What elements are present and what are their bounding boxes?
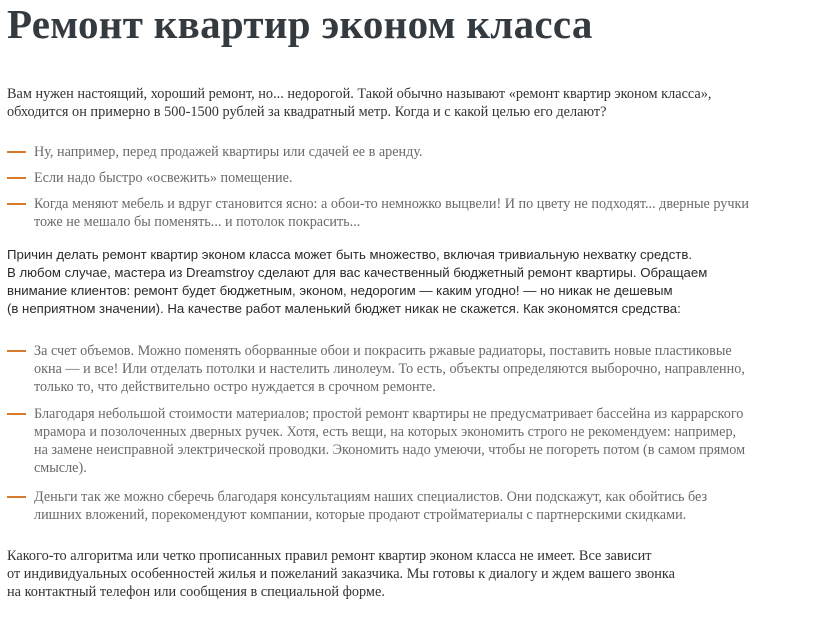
list-item-text (34, 169, 293, 187)
list-item-line: окна — и все! Или отделать потолки и настелить линолеум. То есть, объекты определяются выборочно, направленно, (34, 361, 745, 377)
list-item-text (34, 195, 749, 231)
dash-marker (7, 177, 26, 179)
dash-marker (7, 203, 26, 205)
list-item-line: Ну, например, перед продажей квартиры или сдачей ее в аренду. (34, 144, 423, 160)
list-item-text (34, 488, 707, 524)
intro-line: Вам нужен настоящий, хороший ремонт, но... недорогой. Такой обычно называют «ремонт квартир эконом класса», (7, 86, 712, 102)
list-item-line: За счет объемов. Можно поменять оборванные обои и покрасить ржавые радиаторы, поставить новые пластиковые (34, 343, 732, 359)
outro-line: Какого-то алгоритма или четко прописанных правил ремонт квартир эконом класса не имеет. Все зависит (7, 548, 652, 564)
dash-marker (7, 151, 26, 153)
list-item-line: на замене неисправной электрической проводки. Экономить надо умеючи, чтобы не погореть потом (в самом прямом (34, 442, 746, 458)
dash-marker (7, 496, 26, 498)
list-item-line: мрамора и позолоченных дверных ручек. Хотя, есть вещи, на которых экономить строго не рекомендуем: например, (34, 424, 737, 440)
list-item-line: Когда меняют мебель и вдруг становится ясно: а обои-то немножко выцвели! И по цвету не подходят... дверные ручки (34, 196, 749, 212)
middle-line: внимание клиентов: ремонт будет бюджетным, эконом, недорогим — каким угодно! — но никак не дешевым (7, 283, 673, 298)
middle-line: Причин делать ремонт квартир эконом класса может быть множество, включая тривиальную нехватку средств. (7, 247, 693, 262)
middle-line: В любом случае, мастера из Dreamstroy сделают для вас качественный бюджетный ремонт квартиры. Обращаем (7, 265, 708, 280)
middle-paragraph (7, 246, 707, 318)
dash-marker (7, 413, 26, 415)
dash-marker (7, 350, 26, 352)
middle-line: (в неприятном значении). На качестве работ маленький бюджет никак не скажется. Как экономятся средства: (7, 301, 681, 316)
intro-paragraph (7, 85, 712, 121)
list-item-line: смысле). (34, 460, 87, 476)
list-item-line: Деньги так же можно сберечь благодаря консультациям наших специалистов. Они подскажут, как обойтись без (34, 489, 708, 505)
intro-line: обходится он примерно в 500-1500 рублей за квадратный метр. Когда и с какой целью его делают? (7, 104, 607, 120)
outro-line: на контактный телефон или сообщения в специальной форме. (7, 584, 385, 600)
list-item-text (34, 143, 423, 161)
list-item-line: только то, что действительно остро нуждается в срочном ремонте. (34, 379, 436, 395)
page-title: Ремонт квартир эконом класса (7, 1, 593, 47)
outro-paragraph (7, 547, 675, 601)
list-item-line: тоже не мешало бы поменять... и потолок покрасить... (34, 214, 361, 230)
list-item-text (34, 405, 745, 477)
list-item-line: Благодаря небольшой стоимости материалов; простой ремонт квартиры не предусматривает бассейна из каррарского (34, 406, 744, 422)
list-item-line: лишних вложений, порекомендуют компании, которые продают стройматериалы с партнерскими скидками. (34, 507, 687, 523)
outro-line: от индивидуальных особенностей жилья и пожеланий заказчика. Мы готовы к диалогу и ждем вашего звонка (7, 566, 675, 582)
list-item-line: Если надо быстро «освежить» помещение. (34, 170, 293, 186)
list-item-text (34, 342, 745, 396)
